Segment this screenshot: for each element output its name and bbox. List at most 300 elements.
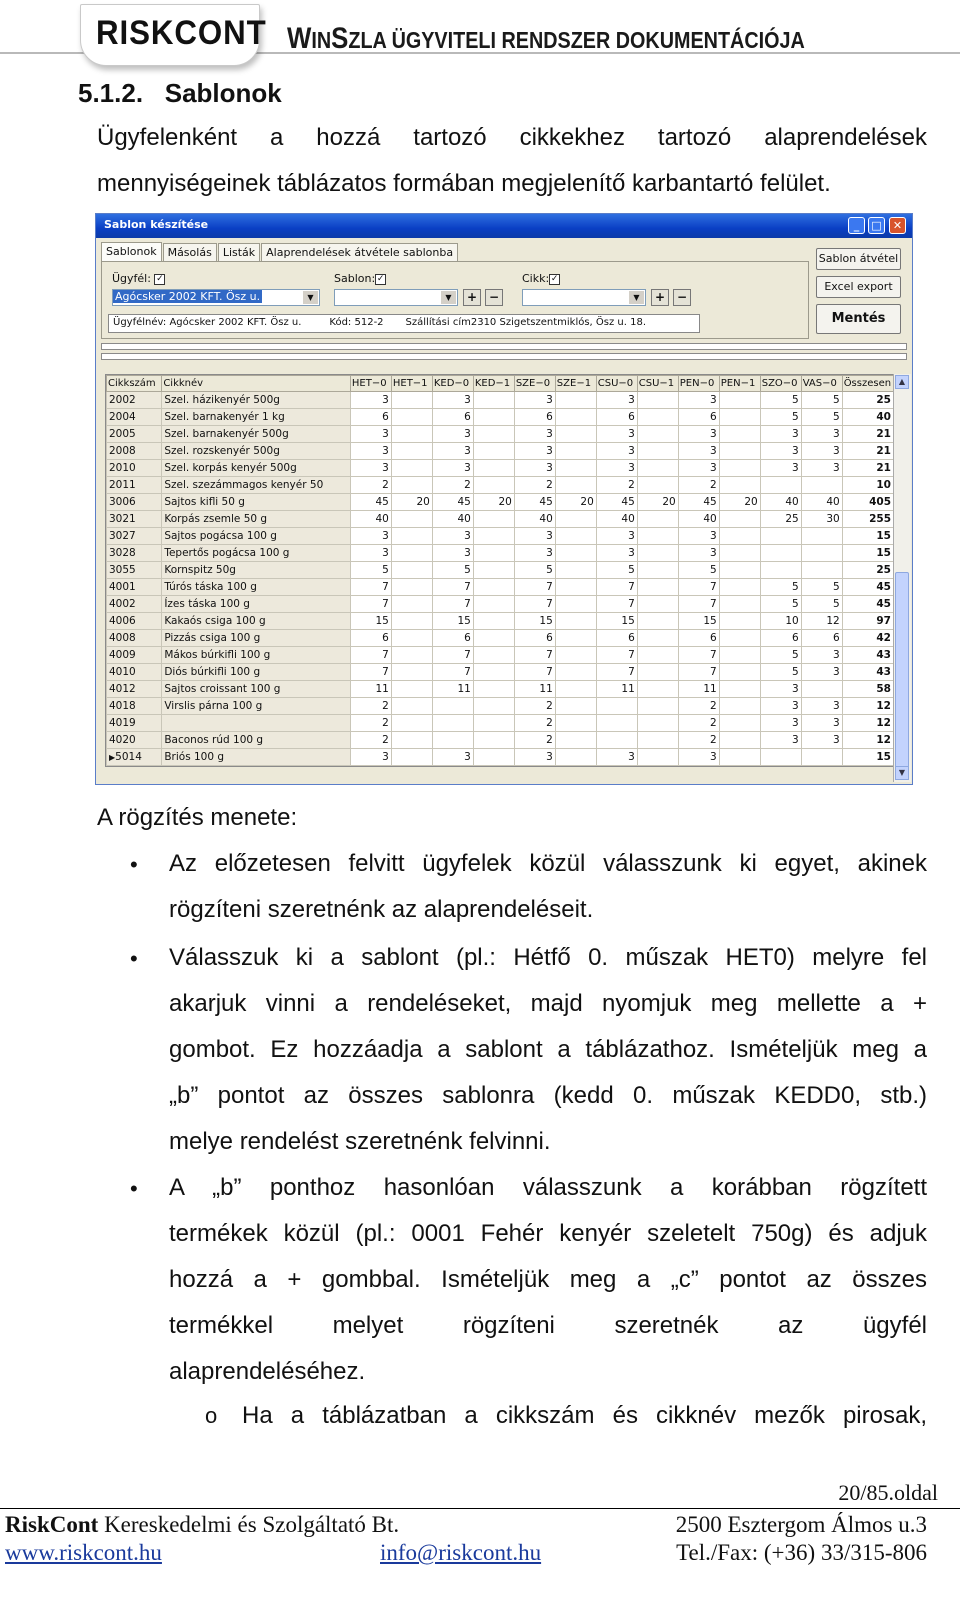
quantity-cell[interactable]: 5 [760,392,801,409]
quantity-cell[interactable]: 3 [596,749,637,766]
cikkszam-cell[interactable]: 3028 [107,545,162,562]
quantity-cell[interactable]: 3 [801,732,842,749]
cikkszam-cell[interactable]: 4019 [107,715,162,732]
quantity-cell[interactable] [391,749,432,766]
quantity-cell[interactable]: 6 [350,409,391,426]
website-link-text[interactable]: www.riskcont.hu [5,1540,162,1565]
quantity-cell[interactable] [637,443,678,460]
quantity-cell[interactable]: 3 [801,647,842,664]
quantity-cell[interactable] [473,511,514,528]
quantity-cell[interactable]: 2 [350,698,391,715]
quantity-cell[interactable] [637,579,678,596]
quantity-cell[interactable] [473,409,514,426]
quantity-cell[interactable]: 5 [760,596,801,613]
quantity-cell[interactable]: 3 [514,392,555,409]
cikkszam-cell[interactable] [107,749,162,766]
quantity-cell[interactable]: 7 [432,596,473,613]
quantity-cell[interactable] [555,528,596,545]
quantity-cell[interactable] [555,613,596,630]
quantity-cell[interactable]: 2 [514,698,555,715]
quantity-cell[interactable] [391,409,432,426]
quantity-cell[interactable]: 25 [760,511,801,528]
quantity-cell[interactable]: 7 [350,579,391,596]
cikknev-cell[interactable]: Ízes táska 100 g [162,596,351,613]
table-row[interactable] [107,460,894,477]
quantity-cell[interactable] [473,477,514,494]
quantity-cell[interactable] [719,732,760,749]
quantity-cell[interactable] [637,460,678,477]
quantity-cell[interactable] [596,698,637,715]
quantity-cell[interactable]: 3 [801,664,842,681]
cikknev-cell[interactable]: Szel. korpás kenyér 500g [162,460,351,477]
quantity-cell[interactable]: 3 [760,732,801,749]
tab-listak[interactable]: Listák [218,243,260,261]
quantity-cell[interactable]: 3 [760,443,801,460]
quantity-cell[interactable] [719,596,760,613]
quantity-cell[interactable] [473,749,514,766]
grid-column-header[interactable]: SZO−0 [760,376,801,392]
quantity-cell[interactable] [719,749,760,766]
quantity-cell[interactable]: 5 [760,409,801,426]
chevron-down-icon[interactable]: ▼ [629,291,644,304]
close-button[interactable]: ✕ [889,217,906,234]
cikkszam-cell[interactable]: 3006 [107,494,162,511]
quantity-cell[interactable]: 3 [514,545,555,562]
mentes-button[interactable]: Mentés [816,304,901,334]
table-row[interactable] [107,409,894,426]
grid-column-header[interactable]: Cikkszám [107,376,162,392]
quantity-cell[interactable] [555,511,596,528]
quantity-cell[interactable] [391,477,432,494]
quantity-cell[interactable]: 3 [350,545,391,562]
sablon-combo[interactable] [334,289,458,306]
quantity-cell[interactable]: 6 [596,409,637,426]
cikknev-cell[interactable]: Pizzás csiga 100 g [162,630,351,647]
total-cell[interactable]: 45 [842,596,893,613]
grid-column-header[interactable]: HET−1 [391,376,432,392]
quantity-cell[interactable]: 3 [514,528,555,545]
tab-masolas[interactable]: Másolás [163,243,217,261]
quantity-cell[interactable]: 3 [678,460,719,477]
quantity-cell[interactable] [555,477,596,494]
quantity-cell[interactable]: 3 [678,426,719,443]
cikkszam-cell[interactable]: 3021 [107,511,162,528]
cikkszam-cell[interactable]: 2005 [107,426,162,443]
cikknev-cell[interactable]: Virslis párna 100 g [162,698,351,715]
grid-column-header[interactable]: HET−0 [350,376,391,392]
quantity-cell[interactable]: 3 [678,392,719,409]
quantity-cell[interactable]: 3 [350,392,391,409]
total-cell[interactable]: 255 [842,511,893,528]
quantity-cell[interactable] [391,613,432,630]
table-row[interactable] [107,749,894,766]
cikkszam-cell[interactable]: 4009 [107,647,162,664]
quantity-cell[interactable]: 3 [596,545,637,562]
total-cell[interactable]: 15 [842,545,893,562]
quantity-cell[interactable]: 3 [514,443,555,460]
quantity-cell[interactable] [760,477,801,494]
quantity-cell[interactable] [719,613,760,630]
quantity-cell[interactable]: 6 [350,630,391,647]
quantity-cell[interactable] [719,698,760,715]
total-cell[interactable]: 12 [842,698,893,715]
total-cell[interactable]: 405 [842,494,893,511]
quantity-cell[interactable] [473,562,514,579]
quantity-cell[interactable]: 5 [801,409,842,426]
quantity-cell[interactable]: 5 [760,579,801,596]
total-cell[interactable]: 12 [842,715,893,732]
total-cell[interactable]: 15 [842,749,893,766]
table-row[interactable] [107,715,894,732]
quantity-cell[interactable]: 40 [514,511,555,528]
sablon-add-button[interactable]: + [463,289,481,306]
scroll-up-icon[interactable]: ▲ [895,375,909,389]
quantity-cell[interactable]: 6 [760,630,801,647]
quantity-cell[interactable]: 2 [678,715,719,732]
quantity-cell[interactable]: 3 [760,698,801,715]
quantity-cell[interactable]: 3 [350,749,391,766]
quantity-cell[interactable]: 45 [596,494,637,511]
quantity-cell[interactable]: 3 [801,426,842,443]
quantity-cell[interactable]: 3 [514,749,555,766]
quantity-cell[interactable] [637,511,678,528]
quantity-cell[interactable] [719,545,760,562]
cikknev-cell[interactable]: Sajtos kifli 50 g [162,494,351,511]
total-cell[interactable]: 97 [842,613,893,630]
quantity-cell[interactable]: 7 [514,596,555,613]
quantity-cell[interactable]: 2 [514,477,555,494]
quantity-cell[interactable] [473,528,514,545]
cikkszam-cell[interactable]: 2011 [107,477,162,494]
quantity-cell[interactable] [555,698,596,715]
quantity-cell[interactable] [637,698,678,715]
quantity-cell[interactable] [719,477,760,494]
vertical-scrollbar[interactable] [893,374,911,782]
quantity-cell[interactable] [473,715,514,732]
total-cell[interactable]: 42 [842,630,893,647]
quantity-cell[interactable]: 6 [678,630,719,647]
grid-column-header[interactable]: CSU−0 [596,376,637,392]
cikknev-cell[interactable]: Szel. rozskenyér 500g [162,443,351,460]
quantity-cell[interactable] [719,715,760,732]
quantity-cell[interactable]: 2 [596,477,637,494]
table-row[interactable] [107,681,894,698]
quantity-cell[interactable]: 3 [432,528,473,545]
quantity-cell[interactable]: 20 [473,494,514,511]
quantity-cell[interactable] [432,732,473,749]
quantity-cell[interactable]: 3 [760,715,801,732]
quantity-cell[interactable]: 5 [596,562,637,579]
cikkszam-cell[interactable]: 2008 [107,443,162,460]
quantity-cell[interactable] [555,579,596,596]
cikkszam-cell[interactable]: 4012 [107,681,162,698]
quantity-cell[interactable] [801,528,842,545]
grid-column-header[interactable]: PEN−1 [719,376,760,392]
quantity-cell[interactable]: 3 [432,460,473,477]
ugyfel-checkbox[interactable]: ✓ [156,273,164,284]
quantity-cell[interactable] [760,545,801,562]
table-row[interactable] [107,494,894,511]
quantity-cell[interactable] [473,460,514,477]
table-row[interactable] [107,698,894,715]
quantity-cell[interactable]: 7 [678,596,719,613]
quantity-cell[interactable]: 2 [514,732,555,749]
quantity-cell[interactable]: 5 [514,562,555,579]
quantity-cell[interactable] [719,392,760,409]
quantity-cell[interactable] [555,664,596,681]
cikkszam-cell[interactable]: 2004 [107,409,162,426]
quantity-cell[interactable] [719,511,760,528]
quantity-cell[interactable]: 11 [678,681,719,698]
quantity-cell[interactable]: 2 [350,732,391,749]
quantity-cell[interactable]: 3 [596,460,637,477]
quantity-cell[interactable]: 7 [350,647,391,664]
ugyfel-combo[interactable] [112,289,320,306]
quantity-cell[interactable]: 15 [514,613,555,630]
quantity-cell[interactable]: 3 [760,426,801,443]
quantity-cell[interactable] [473,732,514,749]
splitter-bar[interactable] [101,353,907,360]
quantity-cell[interactable] [637,613,678,630]
quantity-cell[interactable] [637,596,678,613]
cikknev-cell[interactable]: Korpás zsemle 50 g [162,511,351,528]
cikkszam-cell[interactable]: 4001 [107,579,162,596]
quantity-cell[interactable]: 3 [678,528,719,545]
quantity-cell[interactable]: 7 [596,664,637,681]
cikk-add-button[interactable]: + [651,289,669,306]
quantity-cell[interactable] [432,698,473,715]
quantity-cell[interactable]: 45 [350,494,391,511]
quantity-cell[interactable] [760,749,801,766]
quantity-cell[interactable] [391,664,432,681]
quantity-cell[interactable]: 3 [596,528,637,545]
quantity-cell[interactable]: 7 [432,647,473,664]
scroll-down-icon[interactable]: ▼ [895,766,909,780]
quantity-cell[interactable] [473,664,514,681]
cikknev-cell[interactable]: Mákos búrkifli 100 g [162,647,351,664]
quantity-cell[interactable] [555,426,596,443]
quantity-cell[interactable] [391,732,432,749]
quantity-cell[interactable]: 15 [432,613,473,630]
quantity-cell[interactable] [555,596,596,613]
quantity-cell[interactable] [637,477,678,494]
quantity-cell[interactable] [391,647,432,664]
quantity-cell[interactable]: 5 [801,392,842,409]
table-row[interactable] [107,443,894,460]
cikk-checkbox[interactable]: ✓ [550,273,559,284]
quantity-cell[interactable] [473,698,514,715]
cikk-remove-button[interactable]: − [673,289,691,306]
quantity-cell[interactable]: 3 [801,698,842,715]
quantity-cell[interactable]: 7 [678,579,719,596]
table-row[interactable] [107,528,894,545]
excel-export-button[interactable]: Excel export [816,276,901,298]
table-row[interactable] [107,477,894,494]
quantity-cell[interactable]: 7 [432,579,473,596]
quantity-cell[interactable] [391,630,432,647]
quantity-cell[interactable]: 7 [596,596,637,613]
cikknev-cell[interactable]: Sajtos croissant 100 g [162,681,351,698]
quantity-cell[interactable]: 6 [801,630,842,647]
quantity-cell[interactable] [473,681,514,698]
quantity-cell[interactable]: 20 [391,494,432,511]
tab-alaprendelesek[interactable]: Alaprendelések átvétele sablonba [261,243,458,261]
quantity-cell[interactable] [719,443,760,460]
quantity-cell[interactable]: 3 [432,392,473,409]
quantity-cell[interactable]: 3 [801,715,842,732]
sablon-checkbox[interactable]: ✓ [376,273,385,284]
quantity-cell[interactable] [801,749,842,766]
quantity-cell[interactable] [391,562,432,579]
grid-column-header[interactable]: Összesen [842,376,893,392]
quantity-cell[interactable] [719,562,760,579]
quantity-cell[interactable]: 3 [514,460,555,477]
quantity-cell[interactable] [391,511,432,528]
quantity-cell[interactable] [637,664,678,681]
quantity-cell[interactable]: 40 [801,494,842,511]
quantity-cell[interactable]: 40 [678,511,719,528]
total-cell[interactable]: 58 [842,681,893,698]
quantity-cell[interactable]: 3 [801,460,842,477]
quantity-cell[interactable] [555,409,596,426]
grid-column-header[interactable]: VAS−0 [801,376,842,392]
quantity-cell[interactable] [637,562,678,579]
quantity-cell[interactable]: 5 [678,562,719,579]
total-cell[interactable]: 45 [842,579,893,596]
cikkszam-cell[interactable]: 4006 [107,613,162,630]
cikknev-cell[interactable]: Kakaós csiga 100 g [162,613,351,630]
quantity-cell[interactable] [637,732,678,749]
quantity-cell[interactable]: 5 [801,596,842,613]
quantity-cell[interactable] [555,443,596,460]
quantity-cell[interactable]: 3 [350,426,391,443]
cikkszam-cell[interactable]: 4010 [107,664,162,681]
total-cell[interactable]: 21 [842,460,893,477]
table-row[interactable] [107,630,894,647]
total-cell[interactable]: 40 [842,409,893,426]
table-row[interactable] [107,545,894,562]
quantity-cell[interactable]: 5 [760,647,801,664]
quantity-cell[interactable]: 2 [678,732,719,749]
quantity-cell[interactable] [555,460,596,477]
quantity-cell[interactable] [719,528,760,545]
quantity-cell[interactable]: 15 [596,613,637,630]
total-cell[interactable]: 21 [842,443,893,460]
quantity-cell[interactable]: 2 [678,698,719,715]
cikknev-cell[interactable]: Diós búrkifli 100 g [162,664,351,681]
quantity-cell[interactable]: 3 [432,426,473,443]
quantity-cell[interactable]: 11 [350,681,391,698]
quantity-cell[interactable]: 2 [514,715,555,732]
cikkszam-cell[interactable]: 4002 [107,596,162,613]
quantity-cell[interactable] [555,749,596,766]
quantity-cell[interactable] [473,630,514,647]
quantity-cell[interactable]: 45 [514,494,555,511]
table-row[interactable] [107,579,894,596]
minimize-button[interactable]: _ [848,217,865,234]
quantity-cell[interactable] [473,392,514,409]
quantity-cell[interactable]: 7 [350,596,391,613]
quantity-cell[interactable] [719,647,760,664]
quantity-cell[interactable] [391,715,432,732]
cikknev-cell[interactable]: Baconos rúd 100 g [162,732,351,749]
table-row[interactable] [107,511,894,528]
quantity-cell[interactable] [719,409,760,426]
total-cell[interactable]: 25 [842,392,893,409]
chevron-down-icon[interactable]: ▼ [303,291,318,304]
quantity-cell[interactable]: 6 [432,630,473,647]
total-cell[interactable]: 12 [842,732,893,749]
table-row[interactable] [107,613,894,630]
total-cell[interactable]: 15 [842,528,893,545]
sablon-atvetel-button[interactable]: Sablon átvétel [816,248,901,270]
quantity-cell[interactable] [637,749,678,766]
cikkszam-cell[interactable]: 2010 [107,460,162,477]
quantity-cell[interactable]: 3 [350,460,391,477]
quantity-cell[interactable]: 45 [432,494,473,511]
quantity-cell[interactable]: 7 [678,664,719,681]
grid-column-header[interactable]: SZE−0 [514,376,555,392]
cikkszam-cell[interactable]: 2002 [107,392,162,409]
email-link-text[interactable]: info@riskcont.hu [380,1540,542,1565]
quantity-cell[interactable]: 6 [596,630,637,647]
quantity-cell[interactable]: 7 [350,664,391,681]
quantity-cell[interactable] [555,545,596,562]
quantity-cell[interactable] [637,392,678,409]
quantity-cell[interactable] [596,732,637,749]
quantity-cell[interactable]: 3 [596,426,637,443]
quantity-cell[interactable] [555,392,596,409]
quantity-cell[interactable]: 3 [432,545,473,562]
quantity-cell[interactable] [596,715,637,732]
quantity-cell[interactable] [473,596,514,613]
cikknev-cell[interactable]: Briós 100 g [162,749,351,766]
quantity-cell[interactable] [719,426,760,443]
quantity-cell[interactable]: 6 [432,409,473,426]
quantity-cell[interactable] [555,715,596,732]
splitter-bar[interactable] [101,343,907,350]
quantity-cell[interactable] [637,409,678,426]
quantity-cell[interactable] [637,426,678,443]
table-row[interactable] [107,732,894,749]
quantity-cell[interactable]: 3 [432,749,473,766]
quantity-cell[interactable] [719,630,760,647]
cikknev-cell[interactable] [162,715,351,732]
quantity-cell[interactable] [391,426,432,443]
quantity-cell[interactable] [391,528,432,545]
quantity-cell[interactable] [473,647,514,664]
quantity-cell[interactable]: 2 [432,477,473,494]
quantity-cell[interactable] [760,528,801,545]
quantity-cell[interactable]: 7 [514,664,555,681]
quantity-cell[interactable] [391,443,432,460]
total-cell[interactable]: 25 [842,562,893,579]
cikknev-cell[interactable]: Szel. házikenyér 500g [162,392,351,409]
quantity-cell[interactable]: 20 [555,494,596,511]
grid-column-header[interactable]: CSU−1 [637,376,678,392]
quantity-cell[interactable]: 3 [350,443,391,460]
table-row[interactable] [107,664,894,681]
quantity-cell[interactable]: 3 [514,426,555,443]
quantity-cell[interactable]: 3 [760,681,801,698]
grid-column-header[interactable]: Cikknév [162,376,351,392]
quantity-cell[interactable] [801,562,842,579]
table-row[interactable] [107,392,894,409]
total-cell[interactable]: 21 [842,426,893,443]
quantity-cell[interactable] [391,579,432,596]
quantity-cell[interactable] [637,528,678,545]
quantity-cell[interactable] [555,630,596,647]
